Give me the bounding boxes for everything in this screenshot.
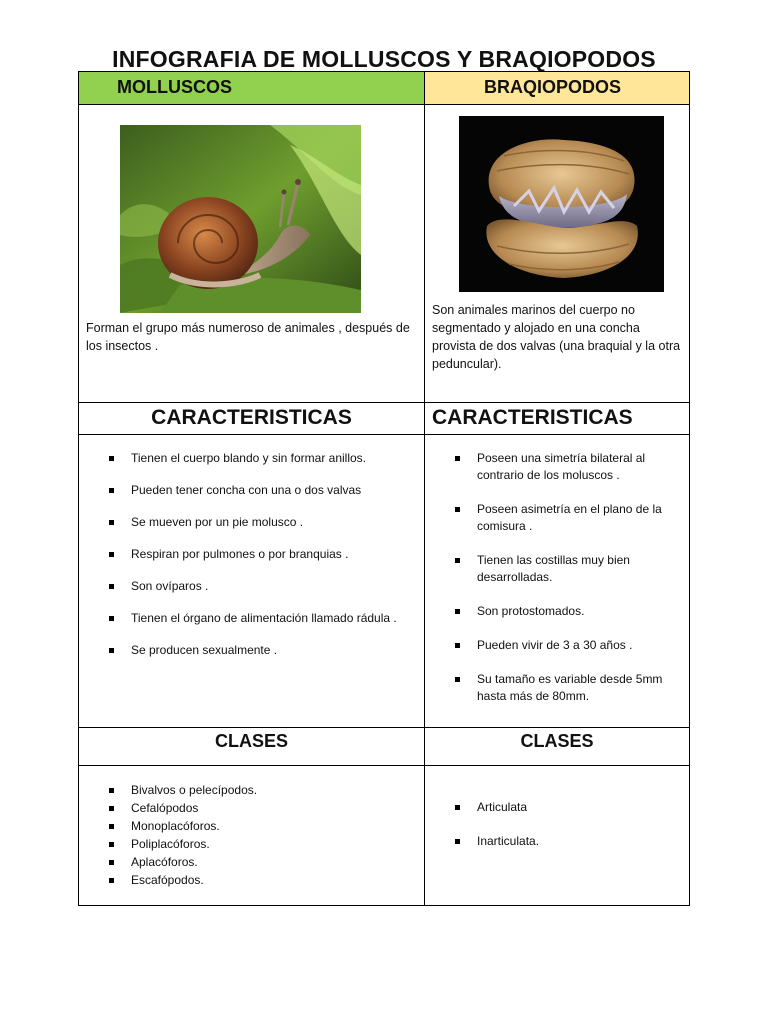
header-braqiopodos: BRAQIOPODOS (484, 77, 622, 97)
snail-photo (120, 125, 361, 313)
list-item: Poseen asimetría en el plano de la comisura . (452, 501, 682, 535)
list-item: Tienen las costillas muy bien desarrolladas. (452, 552, 682, 586)
braqiopodos-intro-cell (425, 105, 689, 402)
list-item: Se mueven por un pie molusco . (106, 514, 406, 531)
list-item: Tienen el órgano de alimentación llamado rádula . (106, 610, 406, 627)
list-item: Respiran por pulmones o por branquias . (106, 546, 406, 563)
braqiopodos-caracteristicas-list (452, 450, 682, 705)
brachiopod-shell-photo (459, 116, 664, 292)
braqiopodos-intro-text: Son animales marinos del cuerpo no segmentado y alojado en una concha provista de dos valvas (una braquial y la otra peduncular). (432, 303, 681, 371)
list-item: Tienen el cuerpo blando y sin formar anillos. (106, 450, 406, 467)
list-item: Su tamaño es variable desde 5mm hasta más de 80mm. (452, 671, 682, 705)
molluscos-intro-cell (79, 105, 424, 402)
list-item: Son ovíparos . (106, 578, 406, 595)
list-item: Inarticulata. (452, 833, 682, 850)
braqiopodos-clases-heading: CLASES (520, 731, 594, 751)
braqiopodos-clases-list (452, 799, 682, 850)
list-item: Monoplacóforos. (106, 818, 406, 835)
molluscos-caracteristicas-cell (79, 403, 424, 434)
header-braqiopodos-cell (425, 72, 689, 104)
molluscos-clases-cell (79, 728, 424, 765)
comparison-table (78, 71, 690, 906)
list-item: Bivalvos o pelecípodos. (106, 782, 406, 799)
header-molluscos: MOLLUSCOS (117, 77, 232, 97)
molluscos-clases-heading: CLASES (214, 731, 288, 751)
list-item: Se producen sexualmente . (106, 642, 406, 659)
list-item: Articulata (452, 799, 682, 816)
list-item: Aplacóforos. (106, 854, 406, 871)
list-item: Son protostomados. (452, 603, 682, 620)
list-item: Pueden vivir de 3 a 30 años . (452, 637, 682, 654)
list-item: Poliplacóforos. (106, 836, 406, 853)
list-item: Escafópodos. (106, 872, 406, 889)
braqiopodos-caracteristicas-heading: CARACTERISTICAS (432, 406, 633, 429)
molluscos-caracteristicas-list (106, 450, 406, 659)
molluscos-caracteristicas-heading: CARACTERISTICAS (151, 406, 352, 429)
row-divider (79, 765, 689, 766)
molluscos-clases-list (106, 782, 406, 889)
list-item: Poseen una simetría bilateral al contrario de los moluscos . (452, 450, 682, 484)
molluscos-intro-text: Forman el grupo más numeroso de animales , después de los insectos . (86, 321, 410, 353)
braqiopodos-caracteristicas-cell (425, 403, 689, 434)
list-item: Cefalópodos (106, 800, 406, 817)
header-molluscos-cell (79, 72, 424, 104)
list-item: Pueden tener concha con una o dos valvas (106, 482, 406, 499)
braqiopodos-clases-cell (425, 728, 689, 765)
row-divider (79, 434, 689, 435)
page-title: INFOGRAFIA DE MOLLUSCOS Y BRAQIOPODOS (112, 46, 656, 72)
